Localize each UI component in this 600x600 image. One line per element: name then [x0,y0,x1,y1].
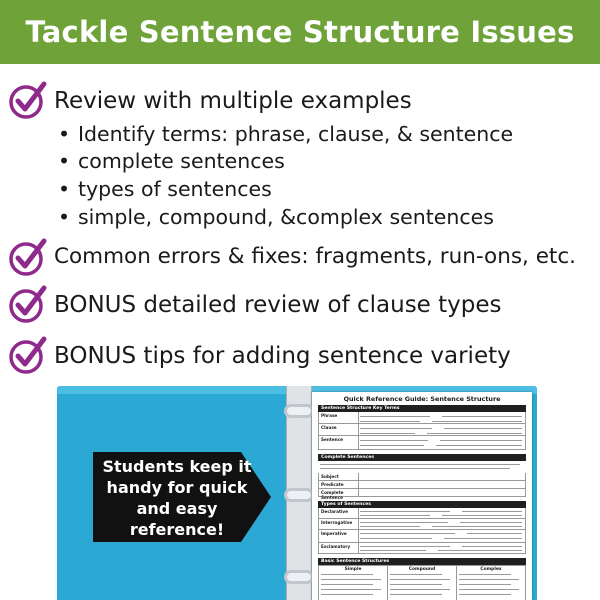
checkmark-circle-icon [8,237,48,277]
page-title: Tackle Sentence Structure Issues [25,15,575,49]
callout-text: Students keep it handy for quick and easy reference! [102,457,252,539]
sheet-text-line [321,589,381,590]
sheet-text-line [442,515,522,516]
bullet-identify-terms: • Identify terms: phrase, clause, & sentence [78,122,513,146]
feature-bonus-clause-types: BONUS detailed review of clause types [54,292,502,318]
sheet-text-line [432,526,522,527]
binder-ring [284,488,314,502]
sheet-text-line [321,584,373,585]
sheet-text-line [459,584,511,585]
sheet-text-line [462,546,522,547]
sheet-text-line [467,533,522,534]
sheet-text-line [360,538,432,539]
sheet-text-line [459,594,511,595]
sheet-title: Quick Reference Guide: Sentence Structure [343,395,501,403]
sheet-row: Predicate [318,481,526,489]
sheet-row: Exclamatory [318,543,526,554]
sheet-section-types: Types of Sentences [318,501,526,508]
sheet-row: Sentence [318,436,526,450]
bullet-simple-compound-complex: • simple, compound, &complex sentences [78,205,494,229]
sheet-structures-table: Simple Compound Complex [318,565,526,600]
sheet-text-line [459,579,519,580]
sheet-text-line [360,433,415,434]
sheet-section-key-terms: Sentence Structure Key Terms [318,405,526,412]
sheet-text-line [360,526,420,527]
sheet-text-line [360,440,428,441]
sheet-row: Phrase [318,412,526,424]
sheet-row: Imperative [318,530,526,543]
sheet-text-line [462,511,522,512]
checkmark-circle-icon [8,80,48,120]
sheet-text-line [360,416,430,417]
sheet-text-line [438,550,522,551]
sheet-section-complete: Complete Sentences [318,454,526,461]
sheet-text-line [436,445,522,446]
sheet-text-line [390,579,450,580]
sheet-text-line [427,433,522,434]
sheet-text-line [360,550,426,551]
sheet-text-line [360,511,450,512]
sheet-text-line [360,546,450,547]
sheet-text-line [390,594,442,595]
sheet-text-line [360,522,448,523]
feature-review: Review with multiple examples [54,88,412,114]
sheet-text-line [360,515,430,516]
sheet-text-line [390,589,450,590]
sheet-row: Complete Sentence [318,489,526,497]
checkmark-circle-icon [8,335,48,375]
sheet-text-line [444,538,522,539]
binder-ring [284,570,314,584]
reference-sheet [312,392,532,600]
sheet-text-line [321,574,373,575]
sheet-text-line [360,445,424,446]
sheet-row: Interrogative [318,519,526,530]
sheet-text-line [390,574,442,575]
sheet-row: Clause [318,424,526,436]
header-banner [0,0,600,64]
feature-bonus-sentence-variety: BONUS tips for adding sentence variety [54,343,511,369]
sheet-text-line [440,440,522,441]
feature-common-errors: Common errors & fixes: fragments, run-ons, etc. [54,244,577,269]
bullet-complete-sentences: • complete sentences [78,149,285,173]
sheet-row: Subject [318,473,526,481]
sheet-text-line [360,421,420,422]
binder-ring [284,404,314,418]
sheet-text-line [360,428,432,429]
sheet-text-line [444,428,522,429]
sheet-text-line [459,589,519,590]
checkmark-circle-icon [8,284,48,324]
sheet-text-line [321,594,373,595]
sheet-text-line [442,416,522,417]
sheet-text-line [432,421,522,422]
sheet-text-line [390,584,442,585]
sheet-text-line [460,522,522,523]
bullet-types-of-sentences: • types of sentences [78,177,272,201]
sheet-row: Declarative [318,508,526,519]
sheet-text-line [321,579,381,580]
sheet-text-line [459,574,511,575]
sheet-text-line [360,533,455,534]
sheet-section-basic: Basic Sentence Structures [318,558,526,565]
